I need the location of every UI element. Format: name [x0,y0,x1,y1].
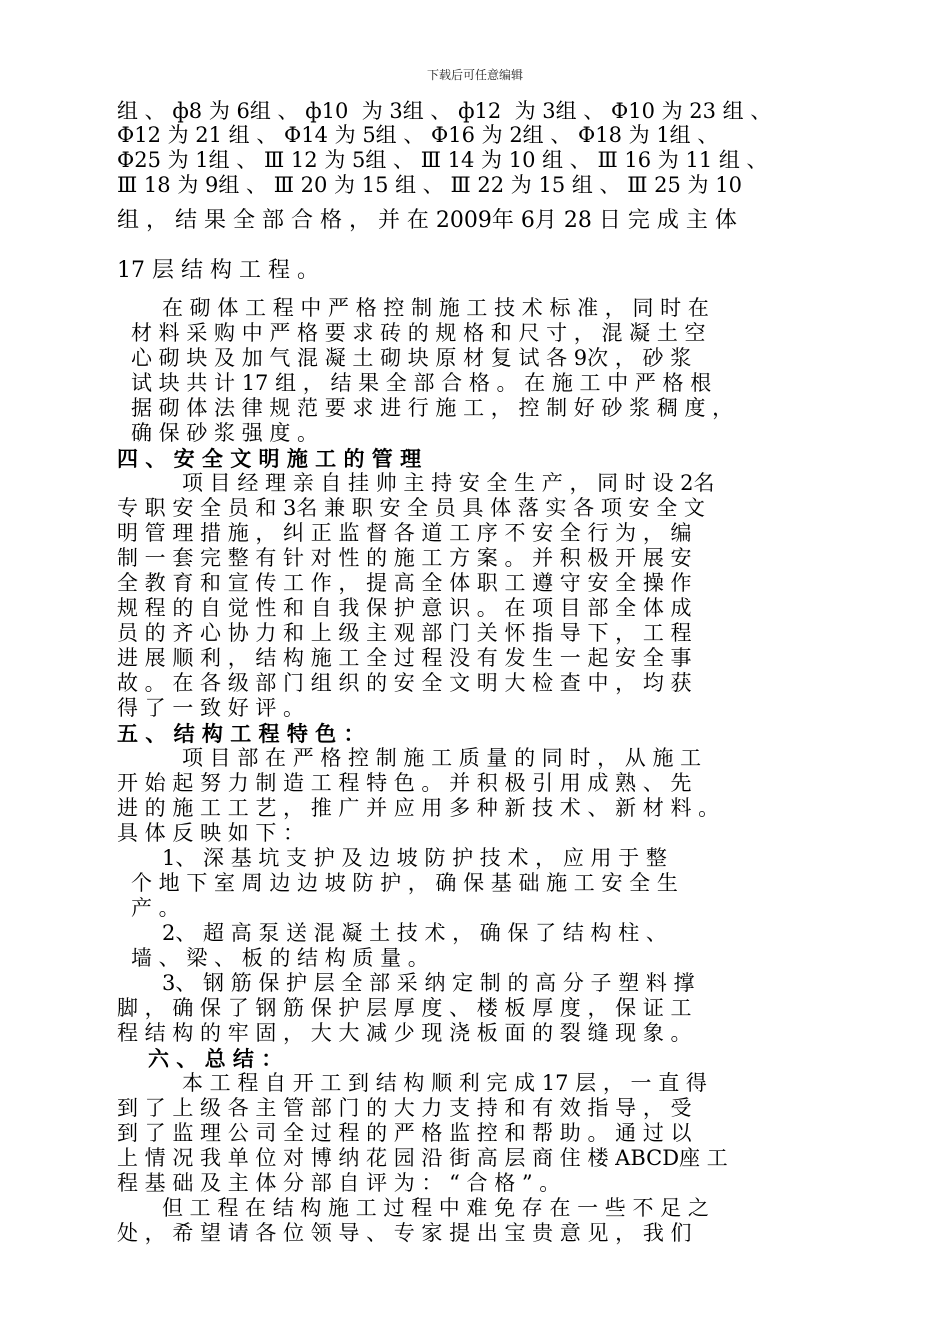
text-line: 到 了 监 理 公 司 全 过 程 的 严 格 监 控 和 帮 助 。 通 过 以 [117,1121,692,1145]
text-line: 程 基 础 及 主 体 分 部 自 评 为 ： “ 合 格 ” 。 [117,1171,561,1195]
text-line: 员 的 齐 心 协 力 和 上 级 主 观 部 门 关 怀 指 导 下 ， 工 程 [117,621,692,645]
text-line: Φ25 为 1组 、 Ⅲ 12 为 5组 、 Ⅲ 14 为 10 组 、 Ⅲ 16 为 11 组 、 [117,148,768,172]
text-line: 专 职 安 全 员 和 3名 兼 职 安 全 员 具 体 落 实 各 项 安 全 文 [117,496,705,520]
text-line: 在 砌 体 工 程 中 严 格 控 制 施 工 技 术 标 准 ， 同 时 在 [162,296,709,320]
text-line: 处 ， 希 望 请 各 位 领 导 、 专 家 提 出 宝 贵 意 见 ， 我 们 [117,1221,692,1245]
text-line: 产 。 [131,896,180,920]
text-line: 材 料 采 购 中 严 格 要 求 砖 的 规 格 和 尺 寸 ， 混 凝 土 空 [131,321,706,345]
text-line: 规 程 的 自 觉 性 和 自 我 保 护 意 识 。 在 项 目 部 全 体 成 [117,596,692,620]
text-line: 制 一 套 完 整 有 针 对 性 的 施 工 方 案 。 并 积 极 开 展 安 [117,546,692,570]
text-line: 组 ， 结 果 全 部 合 格 ， 并 在 2009年 6月 28 日 完 成 主 体 [117,208,737,233]
section-heading: 四 、 安 全 文 明 施 工 的 管 理 [117,446,422,471]
text-line: 但 工 程 在 结 构 施 工 过 程 中 难 免 存 在 一 些 不 足 之 [162,1196,709,1220]
text-line: 组 、 ф8 为 6组 、 ф10 为 3组 、 ф12 为 3组 、 Φ10 为 23 组 、 [117,99,772,123]
text-line: 开 始 起 努 力 制 造 工 程 特 色 。 并 积 极 引 用 成 熟 、 先 [117,771,692,795]
text-line: 试 块 共 计 17 组 ， 结 果 全 部 合 格 。 在 施 工 中 严 格 根 [131,371,712,395]
text-line: 1、 深 基 坑 支 护 及 边 坡 防 护 技 术 ， 应 用 于 整 [162,846,667,870]
text-line: 进 展 顺 利 ， 结 构 施 工 全 过 程 没 有 发 生 一 起 安 全 事 [117,646,692,670]
text-line: 具 体 反 映 如 下 ： [117,821,305,845]
text-line: 确 保 砂 浆 强 度 。 [131,421,319,445]
text-line: Ⅲ 18 为 9组 、 Ⅲ 20 为 15 组 、 Ⅲ 22 为 15 组 、 Ⅲ 25 为 10 [117,173,742,197]
text-line: 脚 ， 确 保 了 钢 筋 保 护 层 厚 度 、 楼 板 厚 度 ， 保 证 工 [117,996,692,1020]
text-line: 据 砌 体 法 律 规 范 要 求 进 行 施 工 ， 控 制 好 砂 浆 稠 度 ， [131,396,734,420]
text-line: Φ12 为 21 组 、 Φ14 为 5组 、 Φ16 为 2组 、 Φ18 为 1组 、 [117,123,719,147]
text-line: 明 管 理 措 施 ， 纠 正 监 督 各 道 工 序 不 安 全 行 为 ， 编 [117,521,692,545]
text-line: 项 目 部 在 严 格 控 制 施 工 质 量 的 同 时 ， 从 施 工 [182,746,702,770]
text-line: 心 砌 块 及 加 气 混 凝 土 砌 块 原 材 复 试 各 9次 ， 砂 浆 [131,346,692,370]
text-line: 到 了 上 级 各 主 管 部 门 的 大 力 支 持 和 有 效 指 导 ， 受 [117,1096,692,1120]
text-line: 得 了 一 致 好 评 。 [117,696,305,720]
text-line: 墙 、 梁 、 板 的 结 构 质 量 。 [131,946,429,970]
text-line: 全 教 育 和 宣 传 工 作 ， 提 高 全 体 职 工 遵 守 安 全 操 作 [117,571,692,595]
text-line: 上 情 况 我 单 位 对 博 纳 花 园 沿 街 高 层 商 住 楼 ABCD座 工 [117,1146,728,1170]
section-heading: 五 、 结 构 工 程 特 色 ： [117,721,365,746]
text-line: 2、 超 高 泵 送 混 凝 土 技 术 ， 确 保 了 结 构 柱 、 [162,921,667,945]
text-line: 故 。 在 各 级 部 门 组 织 的 安 全 文 明 大 检 查 中 ， 均 获 [117,671,692,695]
text-line: 本 工 程 自 开 工 到 结 构 顺 利 完 成 17 层 ， 一 直 得 [182,1071,707,1095]
text-line: 个 地 下 室 周 边 边 坡 防 护 ， 确 保 基 础 施 工 安 全 生 [131,871,678,895]
text-line: 程 结 构 的 牢 固 ， 大 大 减 少 现 浇 板 面 的 裂 缝 现 象 。 [117,1021,692,1045]
text-line: 17 层 结 构 工 程 。 [117,258,319,283]
text-line: 项 目 经 理 亲 自 挂 帅 主 持 安 全 生 产 ， 同 时 设 2名 [182,471,715,495]
text-line: 进 的 施 工 工 艺 ， 推 广 并 应 用 多 种 新 技 术 、 新 材 料 。 [117,796,720,820]
text-line: 3、 钢 筋 保 护 层 全 部 采 纳 定 制 的 高 分 子 塑 料 撑 [162,971,695,995]
page-header: 下载后可任意编辑 [426,68,523,82]
section-heading: 六 、 总 结 ： [148,1046,283,1071]
